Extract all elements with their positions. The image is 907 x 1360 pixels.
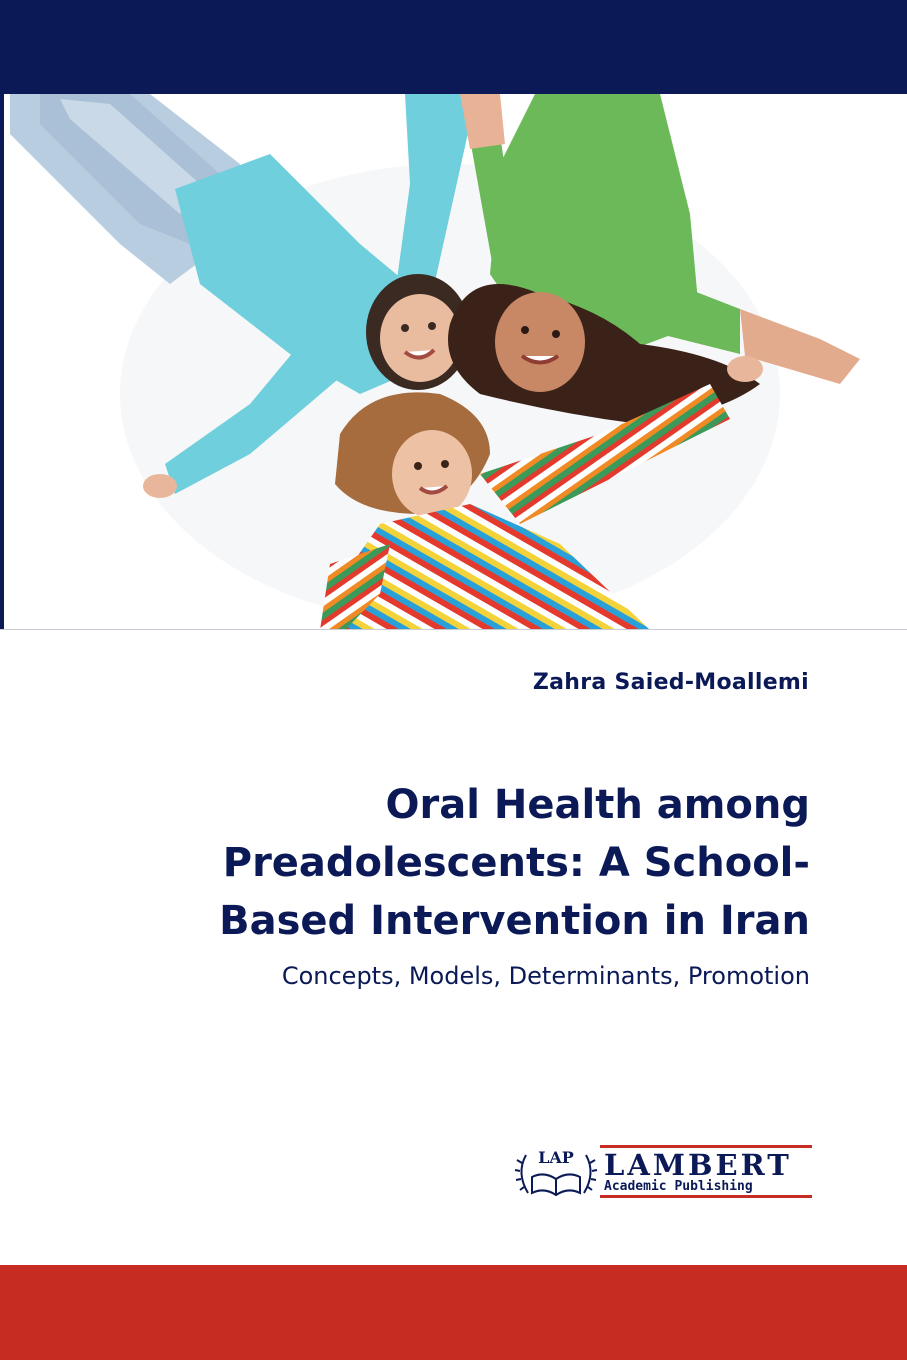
bottom-red-band <box>0 1265 907 1360</box>
publisher-tagline: Academic Publishing <box>604 1179 753 1194</box>
book-subtitle: Concepts, Models, Determinants, Promotion <box>281 962 810 990</box>
children-illustration <box>0 94 907 630</box>
cover-photo <box>0 94 907 630</box>
photo-bottom-rule <box>0 629 907 630</box>
publisher-name: LAMBERT <box>604 1148 792 1182</box>
top-navy-band <box>0 0 907 94</box>
publisher-logo <box>514 1133 812 1207</box>
book-title: Oral Health among Preadolescents: A School-Based Intervention in Iran <box>219 782 810 944</box>
emblem-text: LAP <box>538 1148 574 1167</box>
photo-left-rule <box>0 94 4 630</box>
author-name: Zahra Saied-Moallemi <box>532 670 809 695</box>
open-book-laurel-icon <box>515 1148 597 1195</box>
publisher-bottom-rule <box>600 1195 812 1198</box>
